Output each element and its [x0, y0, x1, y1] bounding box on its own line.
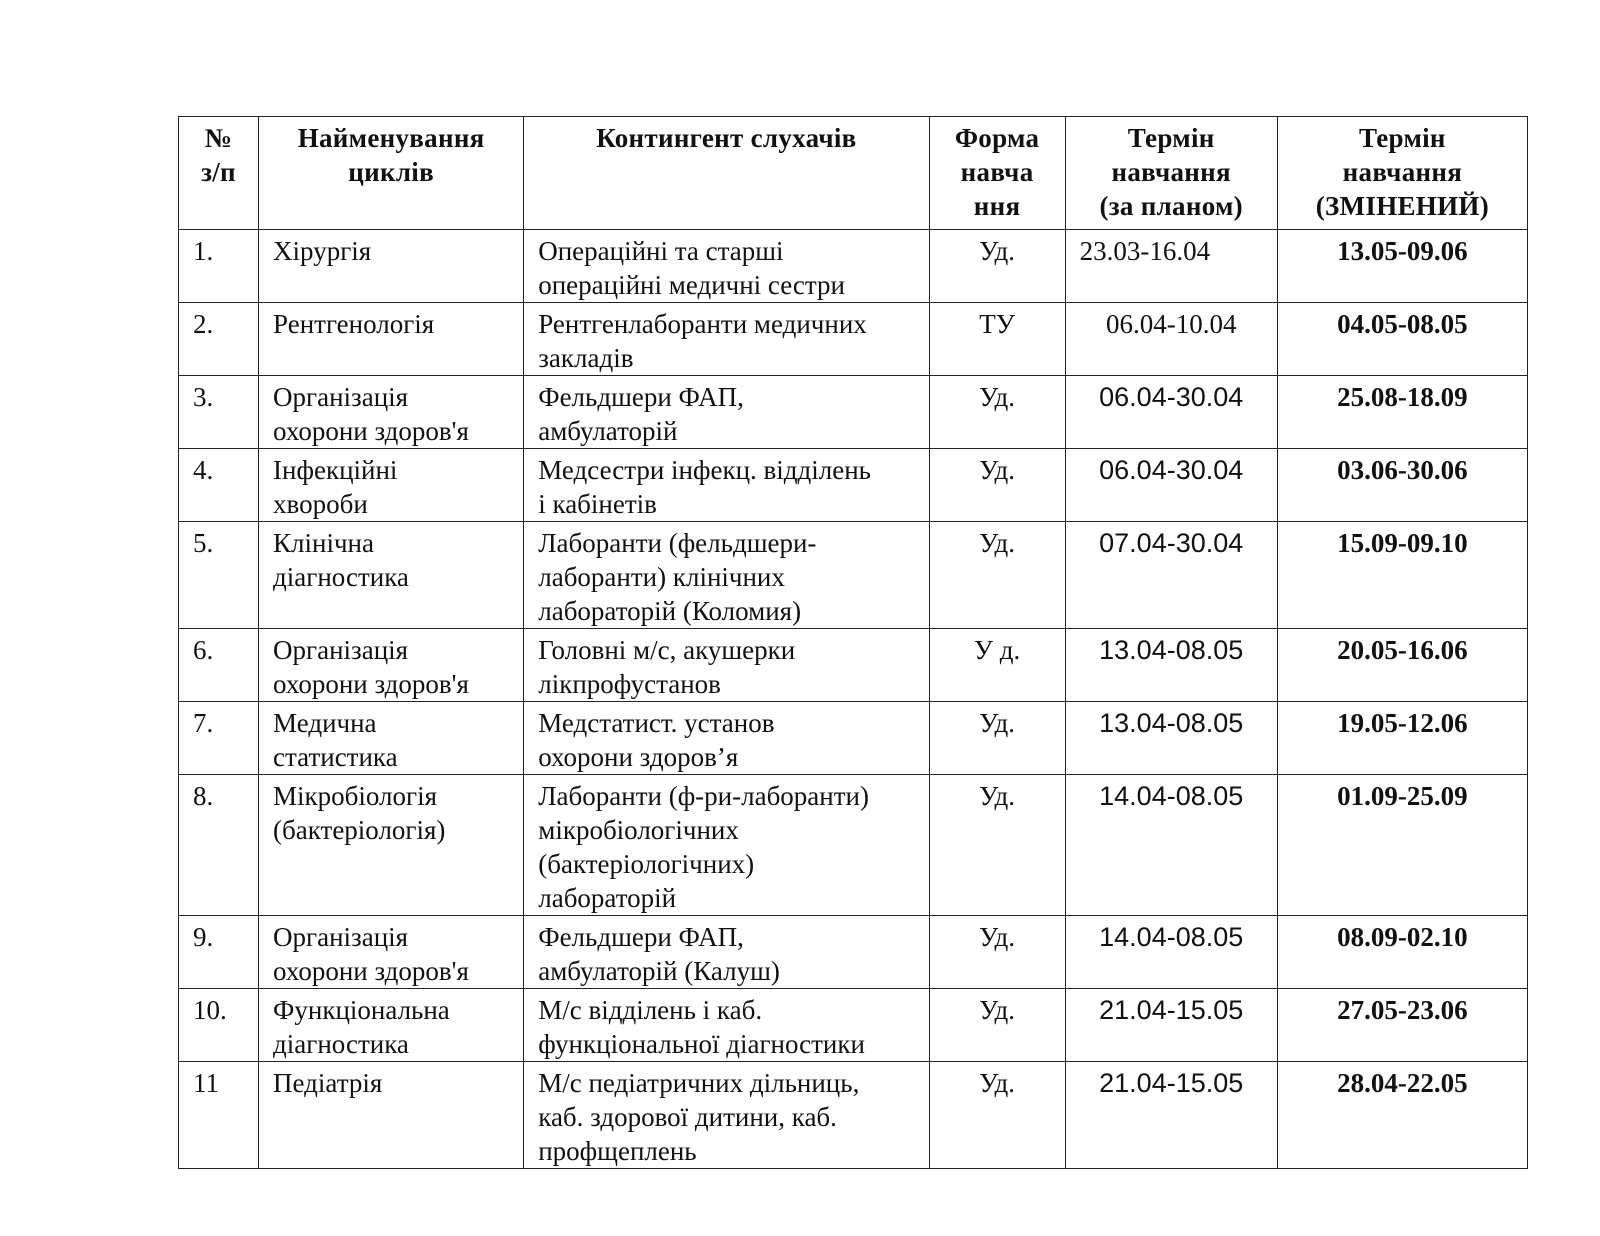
cycle-name: Організація охорони здоров'я [259, 916, 524, 989]
table-row [179, 629, 1528, 702]
header-term-planned: Термін навчання (за планом) [1065, 117, 1277, 230]
header-term-changed: Термін навчання (ЗМІНЕНИЙ) [1277, 117, 1527, 230]
term-planned: 07.04-30.04 [1065, 522, 1277, 629]
table-row [179, 916, 1528, 989]
cycle-name: Рентгенологія [259, 303, 524, 376]
row-number: 4. [179, 449, 259, 522]
study-form: Уд. [929, 702, 1065, 775]
table-header-row [179, 117, 1528, 230]
table-row [179, 376, 1528, 449]
contingent: Медстатист. установ охорони здоров’я [524, 702, 929, 775]
term-changed: 25.08-18.09 [1277, 376, 1527, 449]
contingent: Медсестри інфекц. відділень і кабінетів [524, 449, 929, 522]
term-planned: 06.04-30.04 [1065, 376, 1277, 449]
study-form: Уд. [929, 916, 1065, 989]
study-form: Уд. [929, 449, 1065, 522]
study-form: Уд. [929, 1062, 1065, 1169]
term-planned: 06.04-10.04 [1065, 303, 1277, 376]
cycle-name: Медична статистика [259, 702, 524, 775]
row-number: 11 [179, 1062, 259, 1169]
cycle-name: Інфекційні хвороби [259, 449, 524, 522]
cycle-name: Клінічна діагностика [259, 522, 524, 629]
contingent: Лаборанти (ф-ри-лаборанти) мікробіологічних (бактеріологічних) лабораторій [524, 775, 929, 916]
term-planned: 13.04-08.05 [1065, 702, 1277, 775]
row-number: 9. [179, 916, 259, 989]
header-study-form: Форма навча ння [929, 117, 1065, 230]
study-form: Уд. [929, 989, 1065, 1062]
term-planned: 14.04-08.05 [1065, 775, 1277, 916]
study-form: У д. [929, 629, 1065, 702]
row-number: 7. [179, 702, 259, 775]
study-form: ТУ [929, 303, 1065, 376]
header-contingent: Контингент слухачів [524, 117, 929, 230]
header-number: № з/п [179, 117, 259, 230]
header-cycle-name: Найменування циклів [259, 117, 524, 230]
row-number: 6. [179, 629, 259, 702]
study-form: Уд. [929, 230, 1065, 303]
table-row [179, 303, 1528, 376]
cycle-name: Мікробіологія (бактеріологія) [259, 775, 524, 916]
term-planned: 13.04-08.05 [1065, 629, 1277, 702]
contingent: Головні м/с, акушерки лікпрофустанов [524, 629, 929, 702]
term-changed: 27.05-23.06 [1277, 989, 1527, 1062]
term-changed: 03.06-30.06 [1277, 449, 1527, 522]
cycle-name: Педіатрія [259, 1062, 524, 1169]
contingent: Рентгенлаборанти медичних закладів [524, 303, 929, 376]
table-row [179, 522, 1528, 629]
term-changed: 19.05-12.06 [1277, 702, 1527, 775]
term-planned: 06.04-30.04 [1065, 449, 1277, 522]
table-row [179, 702, 1528, 775]
row-number: 3. [179, 376, 259, 449]
term-changed: 28.04-22.05 [1277, 1062, 1527, 1169]
term-changed: 13.05-09.06 [1277, 230, 1527, 303]
term-changed: 01.09-25.09 [1277, 775, 1527, 916]
term-planned: 21.04-15.05 [1065, 1062, 1277, 1169]
row-number: 8. [179, 775, 259, 916]
row-number: 10. [179, 989, 259, 1062]
study-form: Уд. [929, 376, 1065, 449]
row-number: 1. [179, 230, 259, 303]
table-row [179, 230, 1528, 303]
contingent: Лаборанти (фельдшери- лаборанти) клінічних лабораторій (Коломия) [524, 522, 929, 629]
cycle-name: Хірургія [259, 230, 524, 303]
term-changed: 15.09-09.10 [1277, 522, 1527, 629]
table-row [179, 449, 1528, 522]
table-row [179, 989, 1528, 1062]
contingent: Фельдшери ФАП, амбулаторій (Калуш) [524, 916, 929, 989]
study-form: Уд. [929, 522, 1065, 629]
table-row [179, 775, 1528, 916]
row-number: 2. [179, 303, 259, 376]
table-body [179, 230, 1528, 1169]
term-changed: 04.05-08.05 [1277, 303, 1527, 376]
contingent: М/с відділень і каб. функціональної діагностики [524, 989, 929, 1062]
contingent: М/с педіатричних дільниць, каб. здорової дитини, каб. профщеплень [524, 1062, 929, 1169]
table-row [179, 1062, 1528, 1169]
term-changed: 20.05-16.06 [1277, 629, 1527, 702]
term-planned: 14.04-08.05 [1065, 916, 1277, 989]
term-changed: 08.09-02.10 [1277, 916, 1527, 989]
cycle-name: Функціональна діагностика [259, 989, 524, 1062]
contingent: Операційні та старші операційні медичні сестри [524, 230, 929, 303]
term-planned: 23.03-16.04 [1065, 230, 1277, 303]
cycle-name: Організація охорони здоров'я [259, 376, 524, 449]
row-number: 5. [179, 522, 259, 629]
contingent: Фельдшери ФАП, амбулаторій [524, 376, 929, 449]
study-form: Уд. [929, 775, 1065, 916]
cycle-name: Організація охорони здоров'я [259, 629, 524, 702]
training-schedule-table [178, 116, 1528, 1169]
term-planned: 21.04-15.05 [1065, 989, 1277, 1062]
